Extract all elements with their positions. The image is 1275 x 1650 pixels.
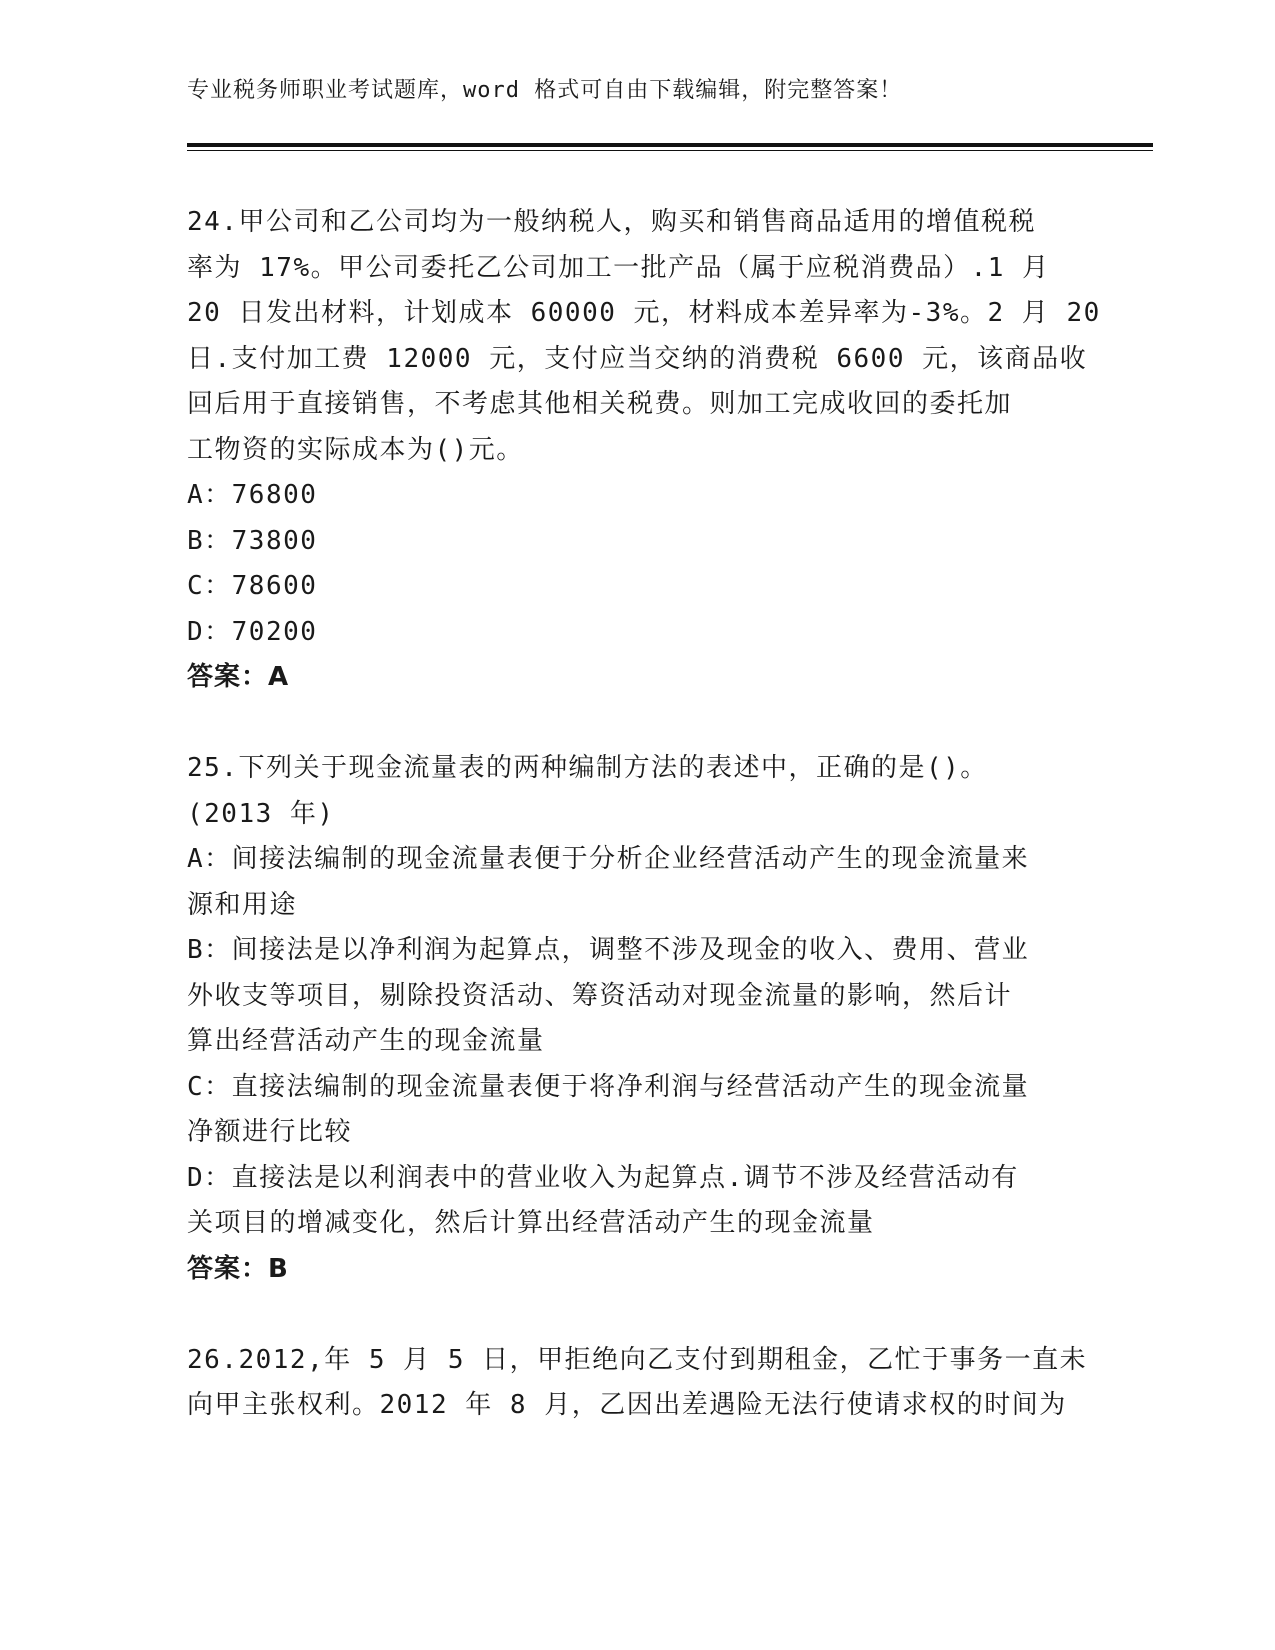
question-text-line: 向甲主张权利。2012 年 8 月，乙因出差遇险无法行使请求权的时间为 xyxy=(187,1390,1067,1420)
answer-label: 答案：A xyxy=(187,662,290,692)
option-b-continued: 外收支等项目，剔除投资活动、筹资活动对现金流量的影响，然后计 xyxy=(187,980,1013,1011)
answer-label: 答案：B xyxy=(187,1253,289,1284)
question-24 xyxy=(187,200,1101,701)
question-text-line: 26.2012,年 5 月 5 日，甲拒绝向乙支付到期租金，乙忙于事务一直未 xyxy=(187,1344,1088,1375)
option-b: B：间接法是以净利润为起算点，调整不涉及现金的收入、费用、营业 xyxy=(187,935,1030,965)
question-list xyxy=(187,200,1101,1429)
question-spacer xyxy=(187,701,1067,747)
question-text-line: 工物资的实际成本为()元。 xyxy=(187,434,524,465)
option-d-continued: 关项目的增减变化，然后计算出经营活动产生的现金流量 xyxy=(187,1208,875,1238)
option-c: C：78600 xyxy=(187,571,318,601)
page-header-text: 专业税务师职业考试题库，word 格式可自由下载编辑，附完整答案！ xyxy=(187,78,903,103)
option-a: A：76800 xyxy=(187,480,318,510)
question-text-line: 回后用于直接销售，不考虑其他相关税费。则加工完成收回的委托加 xyxy=(187,389,1013,419)
option-a-continued: 源和用途 xyxy=(187,889,298,920)
option-c-continued: 净额进行比较 xyxy=(187,1117,353,1147)
question-25 xyxy=(187,746,1067,1292)
question-text-line: 日.支付加工费 12000 元，支付应当交纳的消费税 6600 元，该商品收 xyxy=(187,343,1088,374)
option-b-continued: 算出经营活动产生的现金流量 xyxy=(187,1026,545,1056)
question-text-line: 率为 17%。甲公司委托乙公司加工一批产品（属于应税消费品）.1 月 xyxy=(187,252,1050,283)
option-c: C：直接法编制的现金流量表便于将净利润与经营活动产生的现金流量 xyxy=(187,1071,1030,1102)
option-a: A：间接法编制的现金流量表便于分析企业经营活动产生的现金流量来 xyxy=(187,844,1030,874)
option-d: D：直接法是以利润表中的营业收入为起算点.调节不涉及经营活动有 xyxy=(187,1162,1019,1193)
question-text-line: (2013 年) xyxy=(187,798,335,829)
option-d: D：70200 xyxy=(187,616,318,647)
question-spacer xyxy=(187,1292,1067,1338)
question-26 xyxy=(187,1338,1088,1429)
option-b: B：73800 xyxy=(187,525,318,556)
question-text-line: 24.甲公司和乙公司均为一般纳税人，购买和销售商品适用的增值税税 xyxy=(187,207,1036,237)
header-rule-thin xyxy=(187,150,1153,151)
question-text-line: 25.下列关于现金流量表的两种编制方法的表述中，正确的是()。 xyxy=(187,753,988,783)
question-text-line: 20 日发出材料，计划成本 60000 元，材料成本差异率为-3%。2 月 20 xyxy=(187,298,1101,328)
header-rule-thick xyxy=(187,143,1153,147)
